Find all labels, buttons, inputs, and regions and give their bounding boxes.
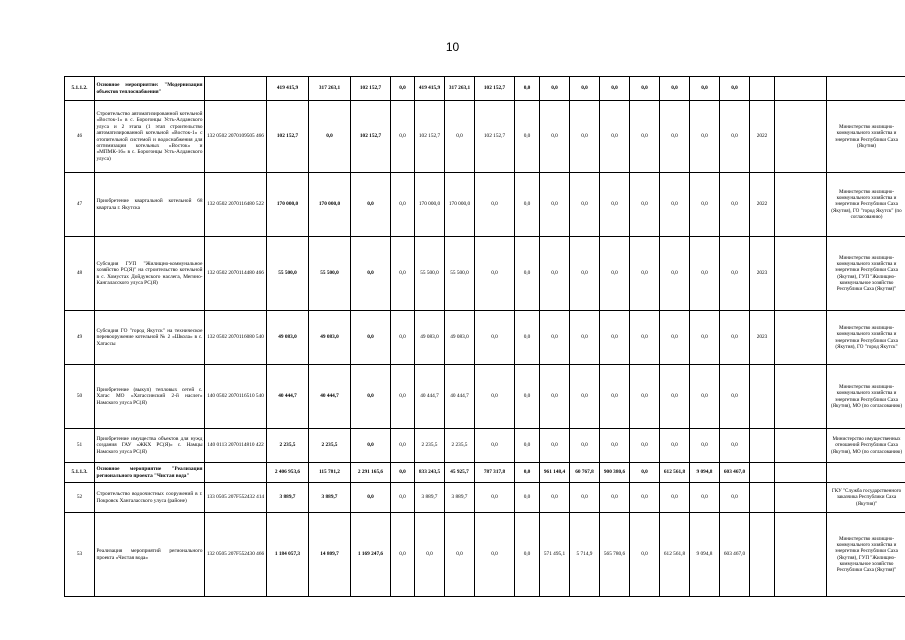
cell-c5: 0,0 <box>445 101 475 173</box>
cell-year <box>750 365 775 429</box>
cell-c10: 0,0 <box>600 365 630 429</box>
cell-resp: Министерство имущественных отношений Республики Саха (Якутия), МО (по согласованию) <box>827 429 905 463</box>
cell-year: 2022 <box>750 101 775 173</box>
cell-c11: 0,0 <box>630 237 660 311</box>
cell-c13: 0,0 <box>690 483 720 513</box>
cell-c8: 0,0 <box>540 237 570 311</box>
cell-num: 48 <box>65 237 95 311</box>
cell-blank <box>775 463 827 483</box>
cell-code <box>205 463 267 483</box>
cell-c2: 0,0 <box>351 429 391 463</box>
cell-c10: 900 380,6 <box>600 463 630 483</box>
cell-year <box>750 463 775 483</box>
cell-name: Приобретение (выкуп) тепловых сетей с. Хатас МО «Хатассинский 2-й наслег» Намского улуса РС(Я) <box>95 365 205 429</box>
cell-c12: 0,0 <box>660 237 690 311</box>
cell-code: 132 0502 2070114480 466 <box>205 237 267 311</box>
cell-c12: 0,0 <box>660 365 690 429</box>
cell-c2: 0,0 <box>351 311 391 365</box>
cell-c5: 55 500,0 <box>445 237 475 311</box>
cell-c6: 102 152,7 <box>475 77 515 101</box>
cell-c2: 102 152,7 <box>351 77 391 101</box>
cell-c8: 0,0 <box>540 101 570 173</box>
cell-c12: 0,0 <box>660 429 690 463</box>
cell-num: 5.1.1.3. <box>65 463 95 483</box>
cell-code: 132 0502 2070116080 540 <box>205 311 267 365</box>
cell-year <box>750 513 775 597</box>
cell-c13: 0,0 <box>690 173 720 237</box>
cell-resp: Министерство жилищно-коммунального хозяйства и энергетики Республики Саха (Якутия), ГУП "Жилищно-коммунальное хозяйство Республики Саха (Якутия)" <box>827 513 905 597</box>
cell-code: 132 0502 2070116480 522 <box>205 173 267 237</box>
cell-c6: 102 152,7 <box>475 101 515 173</box>
cell-c4: 833 243,5 <box>415 463 445 483</box>
cell-c7: 0,0 <box>515 463 540 483</box>
cell-c13: 0,0 <box>690 101 720 173</box>
cell-blank <box>775 483 827 513</box>
cell-c2: 0,0 <box>351 173 391 237</box>
cell-c12: 0,0 <box>660 483 690 513</box>
cell-c5: 40 444,7 <box>445 365 475 429</box>
cell-c2: 0,0 <box>351 365 391 429</box>
cell-c4: 102 152,7 <box>415 101 445 173</box>
cell-c2: 102 152,7 <box>351 101 391 173</box>
cell-c11: 0,0 <box>630 513 660 597</box>
cell-c9: 5 714,9 <box>570 513 600 597</box>
cell-name: Строительство водоочистных сооружений в г. Покровск Хангаласского улуса (районе) <box>95 483 205 513</box>
cell-c13: 0,0 <box>690 429 720 463</box>
cell-c6: 0,0 <box>475 365 515 429</box>
cell-c7: 0,0 <box>515 77 540 101</box>
cell-c1: 317 263,1 <box>309 77 351 101</box>
cell-c6: 0,0 <box>475 311 515 365</box>
cell-num: 53 <box>65 513 95 597</box>
cell-resp <box>827 463 905 483</box>
cell-c1: 49 083,0 <box>309 311 351 365</box>
cell-name: Приобретение имущества объектов для нужд создания ГАУ «ЖКХ РС(Я)» с. Намцы Намского улуса РС(Я) <box>95 429 205 463</box>
cell-total: 102 152,7 <box>267 101 309 173</box>
cell-c10: 0,0 <box>600 429 630 463</box>
table-body <box>65 77 905 597</box>
cell-c5: 3 889,7 <box>445 483 475 513</box>
cell-total: 419 415,9 <box>267 77 309 101</box>
cell-name: Основное мероприятие "Реализация регионального проекта "Чистая вода" <box>95 463 205 483</box>
cell-c10: 0,0 <box>600 237 630 311</box>
cell-c9: 0,0 <box>570 77 600 101</box>
cell-c7: 0,0 <box>515 365 540 429</box>
cell-code: 140 0113 2070114810 422 <box>205 429 267 463</box>
cell-c9: 0,0 <box>570 173 600 237</box>
cell-total: 170 000,0 <box>267 173 309 237</box>
cell-resp: ГКУ "Служба государственного заказчика Республики Саха (Якутия)" <box>827 483 905 513</box>
cell-c13: 9 094,8 <box>690 463 720 483</box>
cell-c10: 0,0 <box>600 173 630 237</box>
cell-c14: 0,0 <box>720 365 750 429</box>
cell-c1: 170 000,0 <box>309 173 351 237</box>
cell-c5: 0,0 <box>445 513 475 597</box>
cell-c10: 0,0 <box>600 77 630 101</box>
cell-c10: 565 780,6 <box>600 513 630 597</box>
cell-c14: 0,0 <box>720 237 750 311</box>
cell-c12: 0,0 <box>660 101 690 173</box>
cell-c1: 14 809,7 <box>309 513 351 597</box>
cell-c2: 1 169 247,6 <box>351 513 391 597</box>
cell-c2: 0,0 <box>351 483 391 513</box>
cell-c12: 612 561,8 <box>660 463 690 483</box>
cell-num: 51 <box>65 429 95 463</box>
cell-year <box>750 429 775 463</box>
cell-total: 2 406 953,6 <box>267 463 309 483</box>
table-row <box>65 513 905 597</box>
cell-c8: 0,0 <box>540 429 570 463</box>
cell-c9: 60 767,8 <box>570 463 600 483</box>
cell-total: 40 444,7 <box>267 365 309 429</box>
cell-year: 2022 <box>750 173 775 237</box>
table-row <box>65 237 905 311</box>
cell-c6: 787 317,8 <box>475 463 515 483</box>
cell-c13: 9 094,8 <box>690 513 720 597</box>
cell-name: Основное мероприятие: "Модернизация объектов теплоснабжения" <box>95 77 205 101</box>
cell-c14: 0,0 <box>720 311 750 365</box>
cell-blank <box>775 365 827 429</box>
cell-c12: 612 561,8 <box>660 513 690 597</box>
cell-total: 1 184 057,3 <box>267 513 309 597</box>
cell-c3: 0,0 <box>391 483 415 513</box>
cell-resp <box>827 77 905 101</box>
cell-c6: 0,0 <box>475 513 515 597</box>
cell-c14: 0,0 <box>720 483 750 513</box>
cell-num: 52 <box>65 483 95 513</box>
cell-c5: 45 925,7 <box>445 463 475 483</box>
cell-c9: 0,0 <box>570 101 600 173</box>
cell-c8: 961 148,4 <box>540 463 570 483</box>
cell-c3: 0,0 <box>391 173 415 237</box>
cell-c7: 0,0 <box>515 173 540 237</box>
cell-c9: 0,0 <box>570 311 600 365</box>
cell-num: 49 <box>65 311 95 365</box>
subprogram-row <box>65 463 905 483</box>
cell-c7: 0,0 <box>515 429 540 463</box>
cell-c1: 55 500,0 <box>309 237 351 311</box>
cell-c5: 2 235,5 <box>445 429 475 463</box>
cell-c7: 0,0 <box>515 513 540 597</box>
page-number: 10 <box>445 40 460 54</box>
cell-c10: 0,0 <box>600 483 630 513</box>
program-activities-table <box>64 76 905 597</box>
cell-c9: 0,0 <box>570 365 600 429</box>
cell-blank <box>775 429 827 463</box>
cell-code <box>205 77 267 101</box>
subprogram-row <box>65 77 905 101</box>
table-row <box>65 101 905 173</box>
table-row <box>65 173 905 237</box>
cell-c14: 0,0 <box>720 77 750 101</box>
cell-c6: 0,0 <box>475 173 515 237</box>
table-row <box>65 311 905 365</box>
cell-resp: Министерство жилищно-коммунального хозяйства и энергетики Республики Саха (Якутия), МО (по согласованию) <box>827 365 905 429</box>
cell-c11: 0,0 <box>630 101 660 173</box>
cell-c14: 0,0 <box>720 173 750 237</box>
cell-blank <box>775 237 827 311</box>
cell-c2: 2 291 165,6 <box>351 463 391 483</box>
cell-name: Строительство автоматизированной котельной «Восток-1» в с. Борогонцы Усть-Алданского улуса и 2 этапа (1 этап строительство автоматизированной котельной «Восток-1» с отопительной системой и водоснабжения для оптимизации котельных «Восток» и «МПМК-16» в с. Борогонцы Усть-Алданского улуса) <box>95 101 205 173</box>
cell-c11: 0,0 <box>630 77 660 101</box>
cell-name: Субсидия ГУП "Жилищно-коммунальное хозяйство РС(Я)" на строительство котельной в с. Хомустах Дойдунского наслега, Мегино-Кангаласского улуса РС(Я) <box>95 237 205 311</box>
cell-c14: 603 467,0 <box>720 513 750 597</box>
cell-blank <box>775 173 827 237</box>
cell-total: 3 889,7 <box>267 483 309 513</box>
cell-c8: 571 495,1 <box>540 513 570 597</box>
cell-c8: 0,0 <box>540 483 570 513</box>
cell-c12: 0,0 <box>660 173 690 237</box>
cell-c3: 0,0 <box>391 365 415 429</box>
cell-name: Реализация мероприятий регионального проекта «Чистая вода» <box>95 513 205 597</box>
cell-num: 5.1.1.2. <box>65 77 95 101</box>
cell-name: Приобретение квартальной котельной 68 квартала г. Якутска <box>95 173 205 237</box>
cell-c13: 0,0 <box>690 77 720 101</box>
cell-c11: 0,0 <box>630 429 660 463</box>
table-row <box>65 483 905 513</box>
cell-c13: 0,0 <box>690 365 720 429</box>
cell-c9: 0,0 <box>570 483 600 513</box>
cell-c9: 0,0 <box>570 429 600 463</box>
cell-c11: 0,0 <box>630 483 660 513</box>
cell-num: 47 <box>65 173 95 237</box>
cell-code: 133 0505 207F552432 414 <box>205 483 267 513</box>
cell-c8: 0,0 <box>540 173 570 237</box>
cell-c10: 0,0 <box>600 311 630 365</box>
cell-c1: 115 781,2 <box>309 463 351 483</box>
cell-c10: 0,0 <box>600 101 630 173</box>
cell-c14: 0,0 <box>720 429 750 463</box>
cell-c6: 0,0 <box>475 429 515 463</box>
cell-resp: Министерство жилищно-коммунального хозяйства и энергетики Республики Саха (Якутия), ГУП "Жилищно-коммунальное хозяйство Республики Саха (Якутия)" <box>827 237 905 311</box>
cell-c5: 170 000,0 <box>445 173 475 237</box>
cell-c2: 0,0 <box>351 237 391 311</box>
cell-code: 132 0502 2070109505 466 <box>205 101 267 173</box>
cell-c4: 419 415,9 <box>415 77 445 101</box>
cell-c5: 317 263,1 <box>445 77 475 101</box>
cell-c3: 0,0 <box>391 101 415 173</box>
cell-total: 49 083,0 <box>267 311 309 365</box>
cell-c11: 0,0 <box>630 311 660 365</box>
cell-c7: 0,0 <box>515 237 540 311</box>
cell-c1: 2 235,5 <box>309 429 351 463</box>
cell-c4: 3 889,7 <box>415 483 445 513</box>
cell-c3: 0,0 <box>391 237 415 311</box>
cell-c1: 40 444,7 <box>309 365 351 429</box>
cell-c11: 0,0 <box>630 463 660 483</box>
cell-total: 2 235,5 <box>267 429 309 463</box>
cell-c4: 0,0 <box>415 513 445 597</box>
cell-c3: 0,0 <box>391 77 415 101</box>
cell-year: 2023 <box>750 237 775 311</box>
cell-c13: 0,0 <box>690 237 720 311</box>
cell-c8: 0,0 <box>540 311 570 365</box>
cell-year: 2023 <box>750 311 775 365</box>
cell-c4: 55 500,0 <box>415 237 445 311</box>
cell-c3: 0,0 <box>391 429 415 463</box>
cell-c11: 0,0 <box>630 173 660 237</box>
cell-resp: Министерство жилищно-коммунального хозяйства и энергетики Республики Саха (Якутия) <box>827 101 905 173</box>
table-row <box>65 365 905 429</box>
cell-c3: 0,0 <box>391 463 415 483</box>
cell-c7: 0,0 <box>515 311 540 365</box>
cell-blank <box>775 101 827 173</box>
cell-c1: 3 889,7 <box>309 483 351 513</box>
cell-c11: 0,0 <box>630 365 660 429</box>
cell-num: 50 <box>65 365 95 429</box>
cell-c12: 0,0 <box>660 77 690 101</box>
cell-year <box>750 483 775 513</box>
cell-total: 55 500,0 <box>267 237 309 311</box>
cell-c4: 2 235,5 <box>415 429 445 463</box>
cell-c4: 49 083,0 <box>415 311 445 365</box>
cell-code: 140 0502 2070116510 540 <box>205 365 267 429</box>
cell-c7: 0,0 <box>515 483 540 513</box>
cell-c12: 0,0 <box>660 311 690 365</box>
table-row <box>65 429 905 463</box>
cell-c4: 40 444,7 <box>415 365 445 429</box>
cell-c7: 0,0 <box>515 101 540 173</box>
cell-c5: 49 083,0 <box>445 311 475 365</box>
cell-code: 132 0505 207F552430 466 <box>205 513 267 597</box>
cell-resp: Министерство жилищно-коммунального хозяйства и энергетики Республики Саха (Якутия), ГО "город Якутск" (по согласованию) <box>827 173 905 237</box>
cell-c8: 0,0 <box>540 365 570 429</box>
cell-c3: 0,0 <box>391 513 415 597</box>
cell-name: Субсидия ГО "город Якутск" на техническое перевооружение котельной № 2 «Школа» в с. Хатассы <box>95 311 205 365</box>
cell-resp: Министерство жилищно-коммунального хозяйства и энергетики Республики Саха (Якутия), ГО "город Якутск" <box>827 311 905 365</box>
cell-c14: 0,0 <box>720 101 750 173</box>
cell-blank <box>775 513 827 597</box>
cell-c13: 0,0 <box>690 311 720 365</box>
cell-c6: 0,0 <box>475 483 515 513</box>
cell-c14: 603 467,0 <box>720 463 750 483</box>
cell-c6: 0,0 <box>475 237 515 311</box>
cell-c4: 170 000,0 <box>415 173 445 237</box>
cell-year <box>750 77 775 101</box>
cell-blank <box>775 77 827 101</box>
cell-num: 46 <box>65 101 95 173</box>
cell-c8: 0,0 <box>540 77 570 101</box>
cell-c1: 0,0 <box>309 101 351 173</box>
cell-c3: 0,0 <box>391 311 415 365</box>
cell-blank <box>775 311 827 365</box>
cell-c9: 0,0 <box>570 237 600 311</box>
